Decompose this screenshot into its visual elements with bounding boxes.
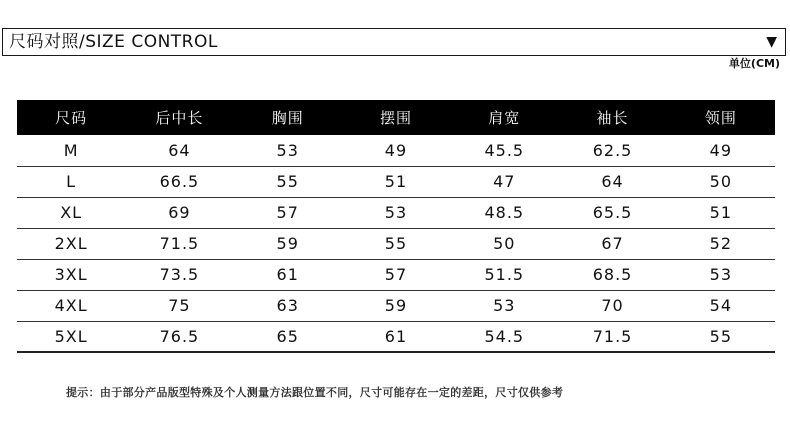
triangle-down-icon[interactable]: ▼ — [766, 34, 777, 50]
table-cell: 76.5 — [125, 321, 233, 352]
table-cell: 70 — [558, 290, 666, 321]
table-cell: 69 — [125, 197, 233, 228]
column-header-size: 尺码 — [17, 100, 125, 135]
table-cell: 53 — [450, 290, 558, 321]
table-cell: 54 — [667, 290, 775, 321]
unit-label: 单位(CM) — [728, 57, 780, 70]
table-cell: M — [17, 135, 125, 166]
table-cell: 53 — [667, 259, 775, 290]
table-cell: 49 — [667, 135, 775, 166]
table-row — [17, 259, 775, 290]
header-title: 尺码对照/SIZE CONTROL — [9, 32, 218, 52]
table-cell: 59 — [234, 228, 342, 259]
table-cell: 71.5 — [125, 228, 233, 259]
table-cell: 57 — [342, 259, 450, 290]
table-cell: 65.5 — [558, 197, 666, 228]
table-row — [17, 228, 775, 259]
table-cell: 47 — [450, 166, 558, 197]
size-control-header[interactable] — [2, 28, 786, 56]
table-row — [17, 135, 775, 166]
table-cell: 51 — [667, 197, 775, 228]
column-header-hem: 摆围 — [342, 100, 450, 135]
column-header-chest: 胸围 — [234, 100, 342, 135]
table-cell: 51 — [342, 166, 450, 197]
table-cell: 59 — [342, 290, 450, 321]
table-header-row — [17, 100, 775, 135]
table-cell: 66.5 — [125, 166, 233, 197]
table-cell: 63 — [234, 290, 342, 321]
column-header-sleeve: 袖长 — [558, 100, 666, 135]
table-cell: 54.5 — [450, 321, 558, 352]
table-cell: 5XL — [17, 321, 125, 352]
table-cell: 67 — [558, 228, 666, 259]
column-header-shoulder: 肩宽 — [450, 100, 558, 135]
table-cell: 68.5 — [558, 259, 666, 290]
table-cell: 45.5 — [450, 135, 558, 166]
table-cell: 2XL — [17, 228, 125, 259]
table-cell: 71.5 — [558, 321, 666, 352]
table-row — [17, 321, 775, 352]
table-cell: 64 — [125, 135, 233, 166]
table-cell: 64 — [558, 166, 666, 197]
table-cell: 62.5 — [558, 135, 666, 166]
size-table — [17, 100, 775, 353]
size-disclaimer-note: 提示：由于部分产品版型特殊及个人测量方法跟位置不同，尺寸可能存在一定的差距，尺寸仅供参考 — [66, 386, 564, 399]
table-cell: 53 — [234, 135, 342, 166]
table-cell: 55 — [667, 321, 775, 352]
table-cell: 61 — [234, 259, 342, 290]
table-cell: 48.5 — [450, 197, 558, 228]
table-cell: XL — [17, 197, 125, 228]
table-cell: 75 — [125, 290, 233, 321]
table-cell: 53 — [342, 197, 450, 228]
table-cell: 73.5 — [125, 259, 233, 290]
table-row — [17, 166, 775, 197]
table-cell: 61 — [342, 321, 450, 352]
table-cell: 55 — [234, 166, 342, 197]
table-cell: 57 — [234, 197, 342, 228]
table-cell: 51.5 — [450, 259, 558, 290]
table-cell: 4XL — [17, 290, 125, 321]
table-cell: 50 — [667, 166, 775, 197]
table-cell: 50 — [450, 228, 558, 259]
column-header-collar: 领围 — [667, 100, 775, 135]
table-cell: 49 — [342, 135, 450, 166]
table-cell: 65 — [234, 321, 342, 352]
table-cell: L — [17, 166, 125, 197]
table-cell: 3XL — [17, 259, 125, 290]
column-header-back-length: 后中长 — [125, 100, 233, 135]
table-row — [17, 290, 775, 321]
table-row — [17, 197, 775, 228]
table-cell: 55 — [342, 228, 450, 259]
table-cell: 52 — [667, 228, 775, 259]
